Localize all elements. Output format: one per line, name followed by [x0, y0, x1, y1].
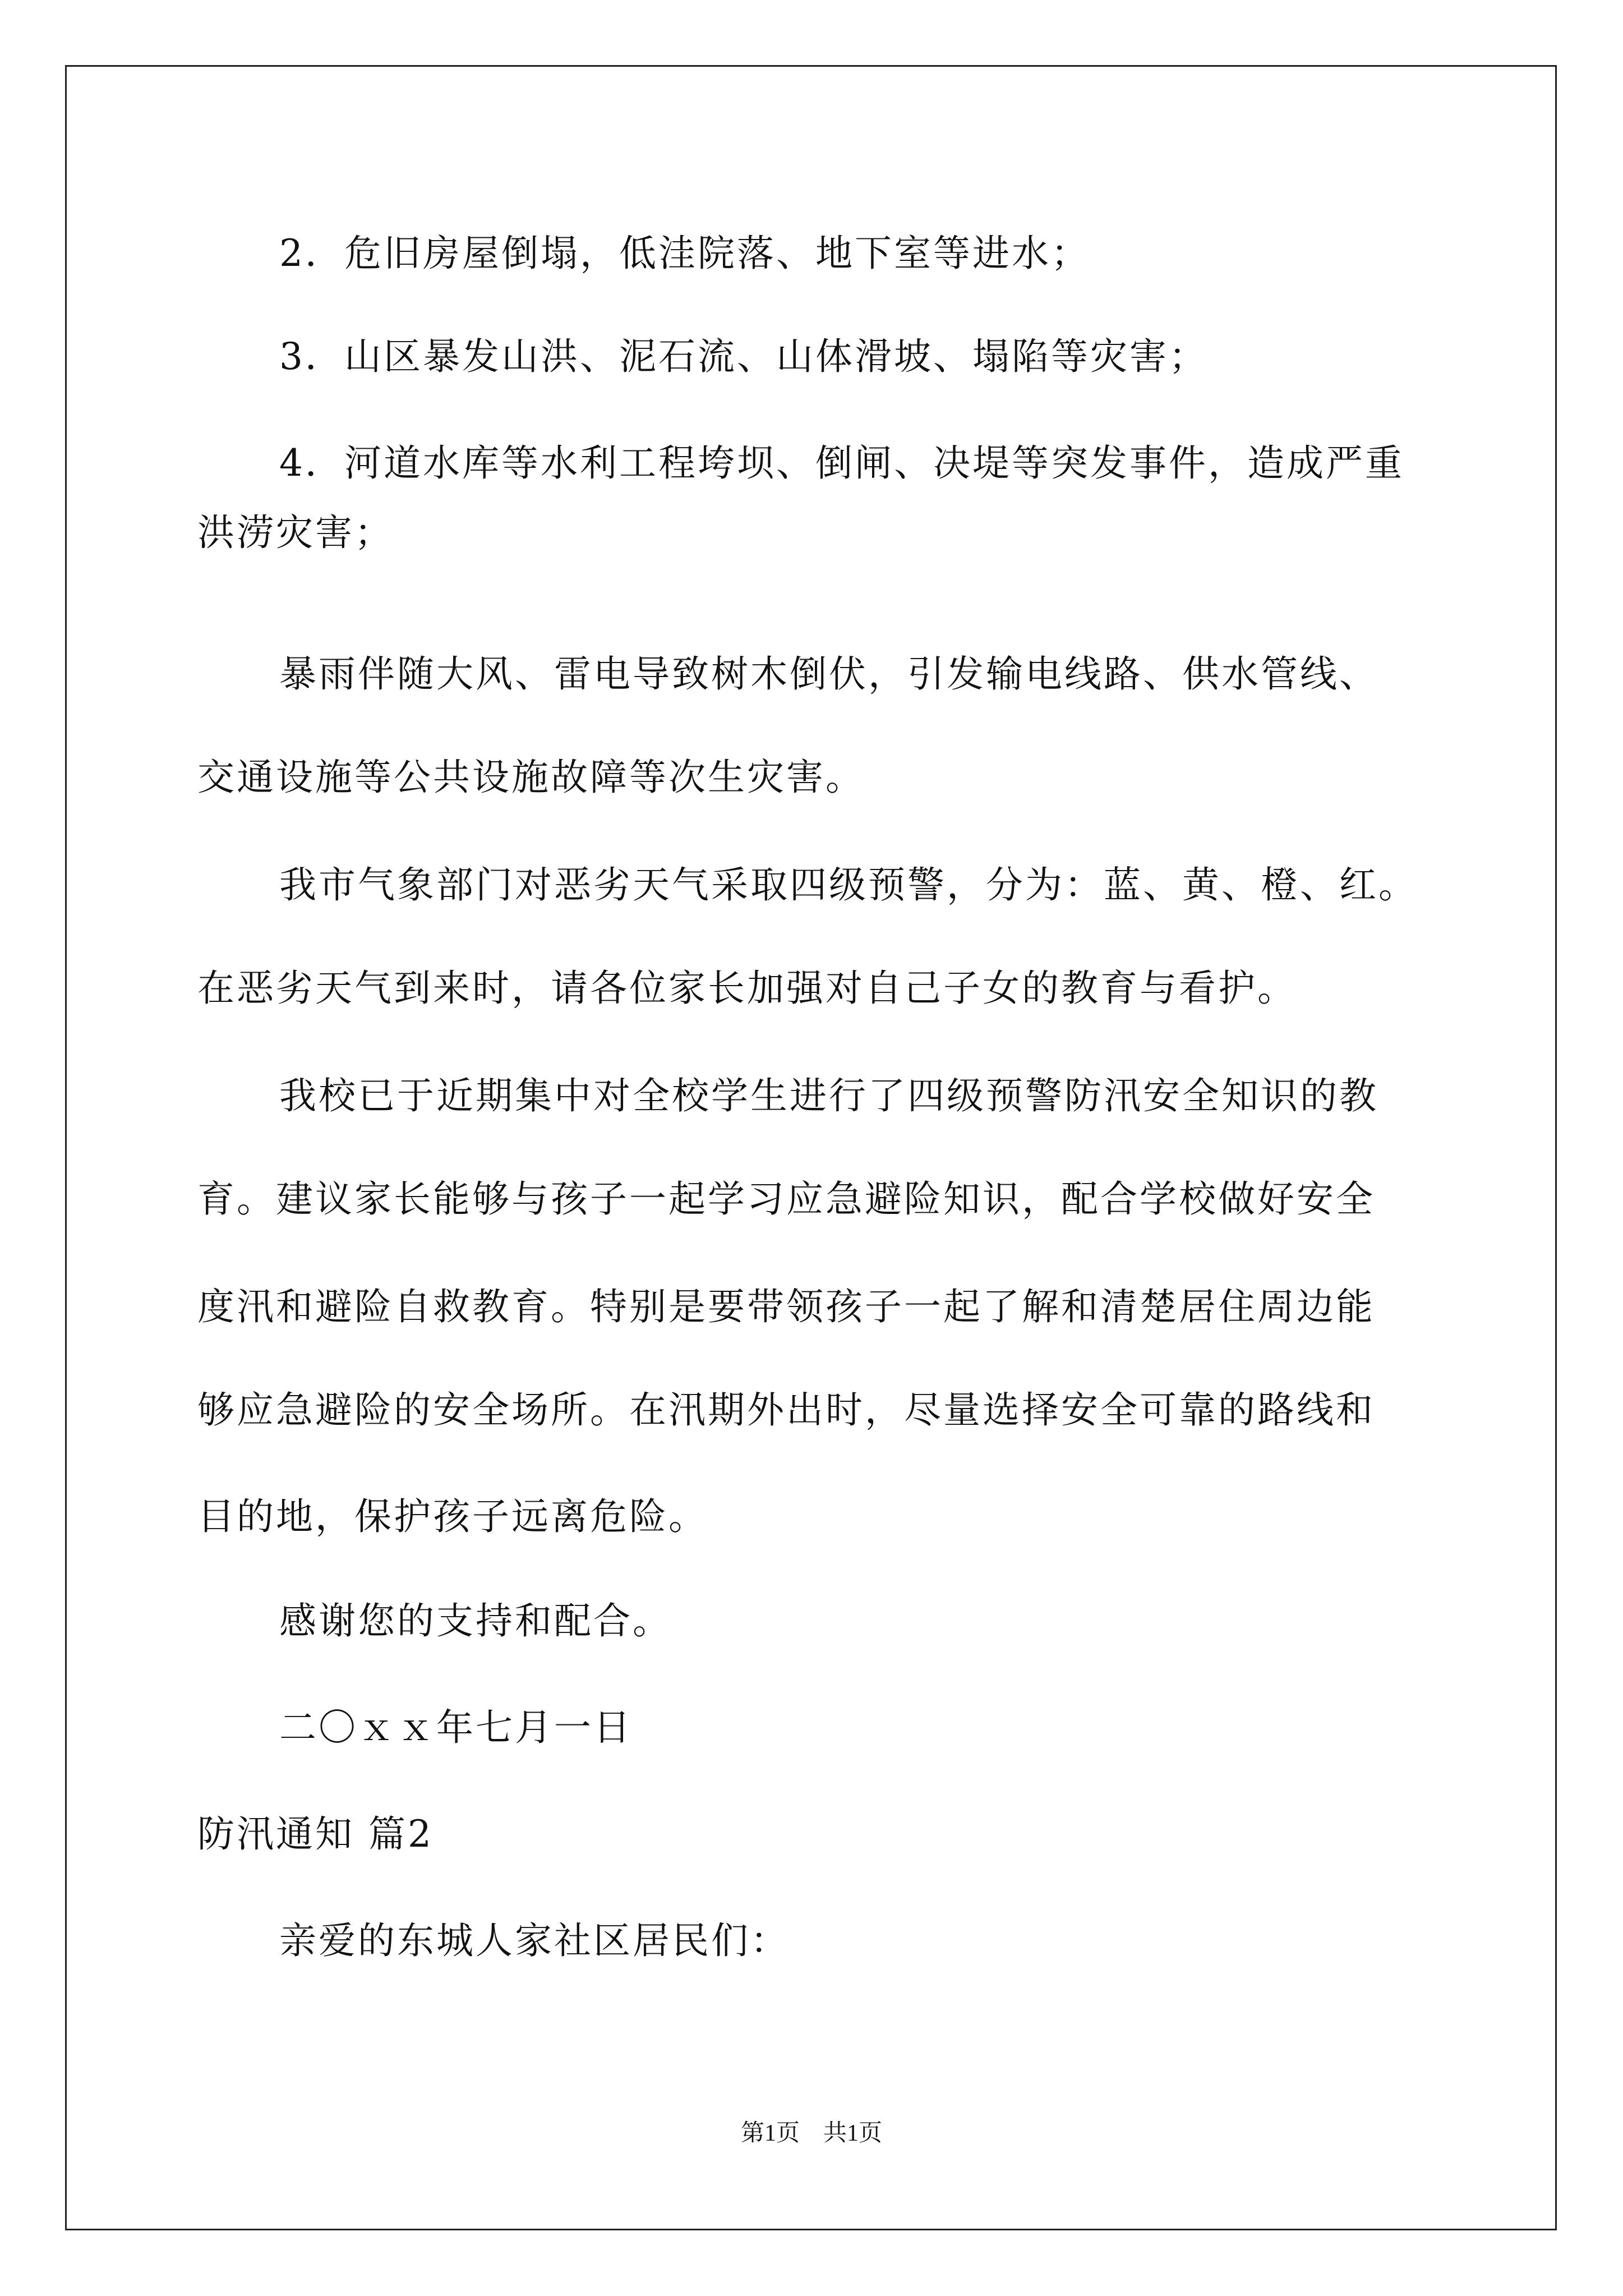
paragraph-warning: 我市气象部门对恶劣天气采取四级预警，分为：蓝、黄、橙、红。 [279, 863, 1418, 907]
list-item-4-cont: 洪涝灾害； [197, 511, 394, 554]
list-item-3: 3．山区暴发山洪、泥石流、山体滑坡、塌陷等灾害； [279, 335, 1208, 378]
paragraph-school-l3: 度汛和避险自救教育。特别是要带领孩子一起了解和清楚居住周边能 [197, 1285, 1375, 1328]
paragraph-thanks: 感谢您的支持和配合。 [279, 1599, 672, 1642]
paragraph-storm: 暴雨伴随大风、雷电导致树木倒伏，引发输电线路、供水管线、 [279, 652, 1378, 696]
list-item-4: 4．河道水库等水利工程垮坝、倒闸、决堤等突发事件，造成严重 [279, 441, 1404, 485]
page-footer: 第1页 共1页 [740, 2120, 882, 2146]
paragraph-school: 我校已于近期集中对全校学生进行了四级预警防汛安全知识的教 [279, 1074, 1378, 1117]
paragraph-warning-cont: 在恶劣天气到来时，请各位家长加强对自己子女的教育与看护。 [197, 967, 1297, 1010]
list-item-2: 2．危旧房屋倒塌，低洼院落、地下室等进水； [279, 232, 1090, 275]
paragraph-school-l4: 够应急避险的安全场所。在汛期外出时，尽量选择安全可靠的路线和 [197, 1388, 1375, 1432]
date-line: 二〇ｘｘ年七月一日 [279, 1706, 633, 1749]
salutation: 亲爱的东城人家社区居民们： [279, 1919, 790, 1962]
paragraph-storm-cont: 交通设施等公共设施故障等次生灾害。 [197, 756, 865, 799]
page-border [65, 65, 1557, 2230]
section-heading: 防汛通知 篇2 [197, 1812, 434, 1856]
paragraph-school-l2: 育。建议家长能够与孩子一起学习应急避险知识，配合学校做好安全 [197, 1177, 1375, 1221]
paragraph-school-l5: 目的地，保护孩子远离危险。 [197, 1495, 708, 1538]
